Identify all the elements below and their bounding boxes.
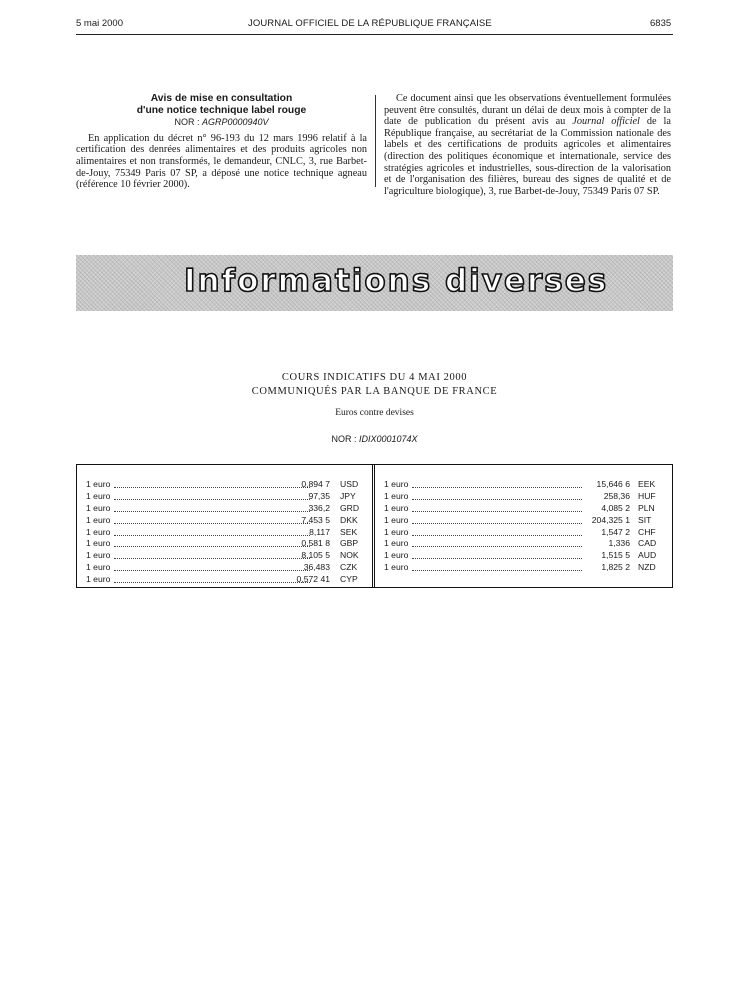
rate-row xyxy=(86,562,366,574)
rate-label: 1 euro xyxy=(86,514,111,525)
cours-nor-label: NOR : xyxy=(331,434,357,444)
rate-label: 1 euro xyxy=(86,574,111,585)
notice-right-paragraph xyxy=(384,93,671,197)
rate-value: 0,572 41 xyxy=(296,574,330,585)
rate-row xyxy=(384,515,664,527)
rate-label: 1 euro xyxy=(86,538,111,549)
rate-row xyxy=(86,538,366,550)
rate-row xyxy=(384,503,664,515)
rate-value: 1,825 2 xyxy=(601,562,630,573)
rate-value: 336,2 xyxy=(308,502,330,513)
rate-currency: SEK xyxy=(340,526,358,537)
rate-currency: GBP xyxy=(340,538,359,549)
section-banner xyxy=(76,255,673,311)
section-banner-title: Informations diverses xyxy=(184,263,609,299)
cours-title-line2: COMMUNIQUÉS PAR LA BANQUE DE FRANCE xyxy=(251,386,498,397)
rate-label: 1 euro xyxy=(86,550,111,561)
rates-left-list xyxy=(86,479,366,586)
leader-dots xyxy=(412,570,582,571)
leader-dots xyxy=(412,511,582,512)
leader-dots xyxy=(412,558,582,559)
rate-currency: NOK xyxy=(340,550,359,561)
rate-currency: DKK xyxy=(340,514,358,525)
rate-row xyxy=(86,527,366,539)
notice-paragraph: En application du décret n° 96-193 du 12 mars 1996 relatif à la certification des denrées alimentaires et des produits agricoles non alimentaires et non transformés, le demandeur, CNLC, 3, rue Barbet-de-Jouy, 75349 Paris 07 SP, a déposé une notice technique agneau (référence 10 février 2000). xyxy=(76,132,367,191)
rate-value: 8,105 5 xyxy=(301,550,330,561)
cours-nor xyxy=(76,434,673,444)
rate-currency: CZK xyxy=(340,562,358,573)
rate-row xyxy=(86,574,366,586)
leader-dots xyxy=(412,523,582,524)
leader-dots xyxy=(412,499,582,500)
rate-value: 204,325 1 xyxy=(591,514,630,525)
notice-nor-code: AGRP0000940V xyxy=(201,117,269,128)
header-rule xyxy=(76,34,673,35)
column-divider xyxy=(375,95,376,187)
rate-label: 1 euro xyxy=(384,490,409,501)
rate-value: 36,483 xyxy=(303,562,330,573)
leader-dots xyxy=(412,546,582,547)
notice-nor xyxy=(76,117,367,129)
rate-label: 1 euro xyxy=(86,526,111,537)
rate-row xyxy=(86,479,366,491)
rates-right-list xyxy=(384,479,664,574)
rates-table-divider xyxy=(372,464,375,588)
rate-label: 1 euro xyxy=(86,479,111,489)
rate-row xyxy=(384,538,664,550)
header-journal-title: JOURNAL OFFICIEL DE LA RÉPUBLIQUE FRANÇAISE xyxy=(248,18,492,29)
rate-row xyxy=(86,503,366,515)
rate-label: 1 euro xyxy=(384,550,409,561)
notice-title-line1: Avis de mise en consultation xyxy=(150,93,293,104)
rate-value: 8,117 xyxy=(309,526,330,537)
rate-value: 1,515 5 xyxy=(601,550,630,561)
right-paragraph-part1: Ce document ainsi que les observations éventuellement formulées peuvent être consultés, durant un délai de deux mois à compter de la date de publication du présent avis au xyxy=(384,93,671,128)
rate-currency: HUF xyxy=(638,490,656,501)
rate-label: 1 euro xyxy=(384,502,409,513)
rate-currency: NZD xyxy=(638,562,656,573)
notice-left-column xyxy=(76,93,367,191)
rate-row xyxy=(384,479,664,491)
leader-dots xyxy=(412,487,582,488)
header-date: 5 mai 2000 xyxy=(76,18,124,29)
rate-label: 1 euro xyxy=(384,526,409,537)
cours-nor-code: IDIX0001074X xyxy=(358,434,418,444)
cours-subtitle: Euros contre devises xyxy=(335,408,414,418)
rate-currency: PLN xyxy=(638,502,655,513)
rate-label: 1 euro xyxy=(384,538,409,549)
rate-value: 15,646 6 xyxy=(596,479,630,489)
rate-currency: AUD xyxy=(638,550,657,561)
rate-row xyxy=(384,562,664,574)
rate-currency: USD xyxy=(340,479,359,489)
rate-value: 258,36 xyxy=(603,490,630,501)
rate-label: 1 euro xyxy=(86,562,111,573)
rate-currency: GRD xyxy=(340,502,360,513)
notice-right-column xyxy=(384,93,671,197)
rate-row xyxy=(384,527,664,539)
notice-title-line2: d'une notice technique label rouge xyxy=(136,104,307,116)
rate-value: 97,35 xyxy=(308,490,330,501)
rate-label: 1 euro xyxy=(384,562,409,573)
rate-currency: JPY xyxy=(340,490,356,501)
rate-row xyxy=(86,491,366,503)
rate-label: 1 euro xyxy=(86,502,111,513)
header-page-number: 6835 xyxy=(650,18,672,29)
rate-value: 0,894 7 xyxy=(301,479,330,489)
rate-value: 1,336 xyxy=(608,538,630,549)
rate-value: 4,085 2 xyxy=(601,502,630,513)
rate-currency: SIT xyxy=(638,514,652,525)
rate-row xyxy=(86,550,366,562)
right-paragraph-italic: Journal officiel xyxy=(572,116,640,128)
rate-label: 1 euro xyxy=(384,514,409,525)
cours-title-line1: COURS INDICATIFS DU 4 MAI 2000 xyxy=(281,372,468,383)
rate-label: 1 euro xyxy=(384,479,409,489)
rate-value: 0,581 8 xyxy=(301,538,330,549)
rate-currency: CAD xyxy=(638,538,657,549)
rate-value: 1,547 2 xyxy=(601,526,630,537)
rate-row xyxy=(384,550,664,562)
leader-dots xyxy=(412,535,582,536)
rate-value: 7,453 5 xyxy=(301,514,330,525)
rate-currency: EEK xyxy=(638,479,656,489)
rate-row xyxy=(384,491,664,503)
right-paragraph-part2: de la République française, au secrétariat de la Commission nationale des labels et des certifications de produits agricoles et alimentaires (direction des politiques économique et internationale, service des stratégies agricoles et industrielles, sous-direction de la valorisation et de l'organisation des filières, bureau des signes de qualité et de l'agriculture biologique), 3, rue Barbet-de-Jouy, 75349 Paris 07 SP. xyxy=(384,116,671,197)
rate-currency: CYP xyxy=(340,574,358,585)
rate-row xyxy=(86,515,366,527)
rate-label: 1 euro xyxy=(86,490,111,501)
notice-nor-label: NOR : xyxy=(174,117,200,128)
rate-currency: CHF xyxy=(638,526,656,537)
